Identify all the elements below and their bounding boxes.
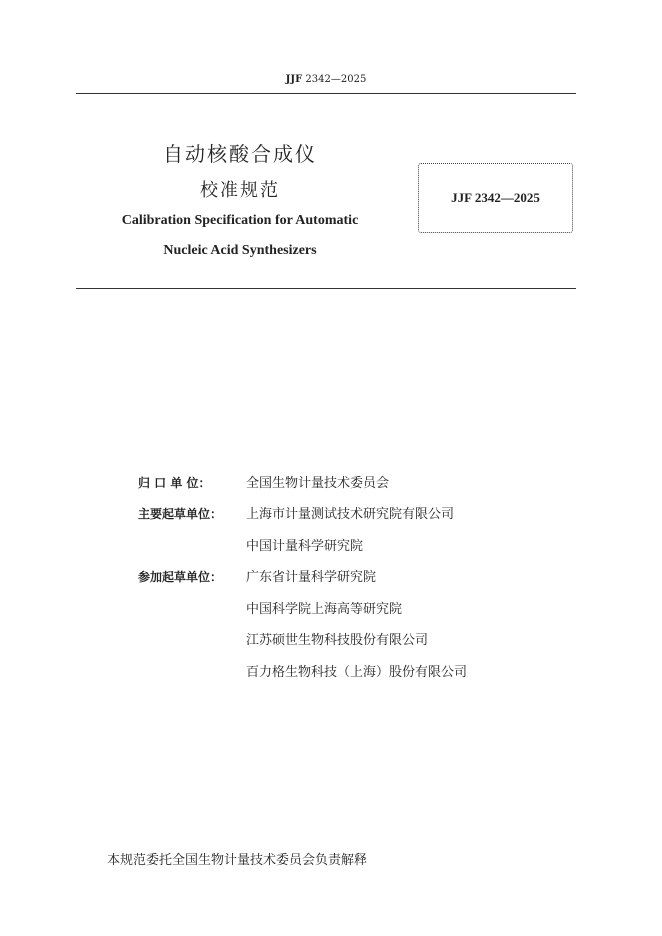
header-code-prefix: JJF — [285, 74, 303, 85]
standard-code-text: JJF 2342—2025 — [451, 190, 540, 205]
org-label: 归 口 单 位： — [138, 476, 211, 490]
title-english-line2: Nucleic Acid Synthesizers — [163, 243, 317, 258]
top-divider — [76, 93, 576, 94]
subtitle-chinese: 校准规范 — [200, 180, 280, 201]
header-standard-code — [0, 74, 652, 85]
org-row — [138, 503, 454, 522]
title-english-line1: Calibration Specification for Automatic — [121, 213, 359, 228]
org-value: 广东省计量科学研究院 — [246, 570, 377, 585]
org-row — [138, 598, 402, 617]
org-row — [138, 472, 389, 491]
org-label: 主要起草单位： — [138, 507, 223, 521]
footer-note: 本规范委托全国生物计量技术委员会负责解释 — [107, 853, 368, 868]
header-code-number: 2342—2025 — [305, 74, 367, 85]
org-row — [138, 661, 467, 680]
org-value: 全国生物计量技术委员会 — [246, 476, 390, 491]
org-value: 中国科学院上海高等研究院 — [246, 602, 403, 617]
org-label: 参加起草单位： — [138, 570, 223, 584]
org-value: 上海市计量测试技术研究院有限公司 — [246, 507, 455, 522]
org-row — [138, 566, 376, 585]
org-row — [138, 535, 363, 554]
org-value: 百力格生物科技（上海）股份有限公司 — [246, 665, 468, 680]
standard-code-box — [418, 163, 573, 233]
title-chinese: 自动核酸合成仪 — [163, 142, 317, 166]
org-value: 中国计量科学研究院 — [246, 539, 364, 554]
bottom-divider — [76, 288, 576, 289]
org-value: 江苏硕世生物科技股份有限公司 — [246, 633, 429, 648]
org-row — [138, 629, 428, 648]
